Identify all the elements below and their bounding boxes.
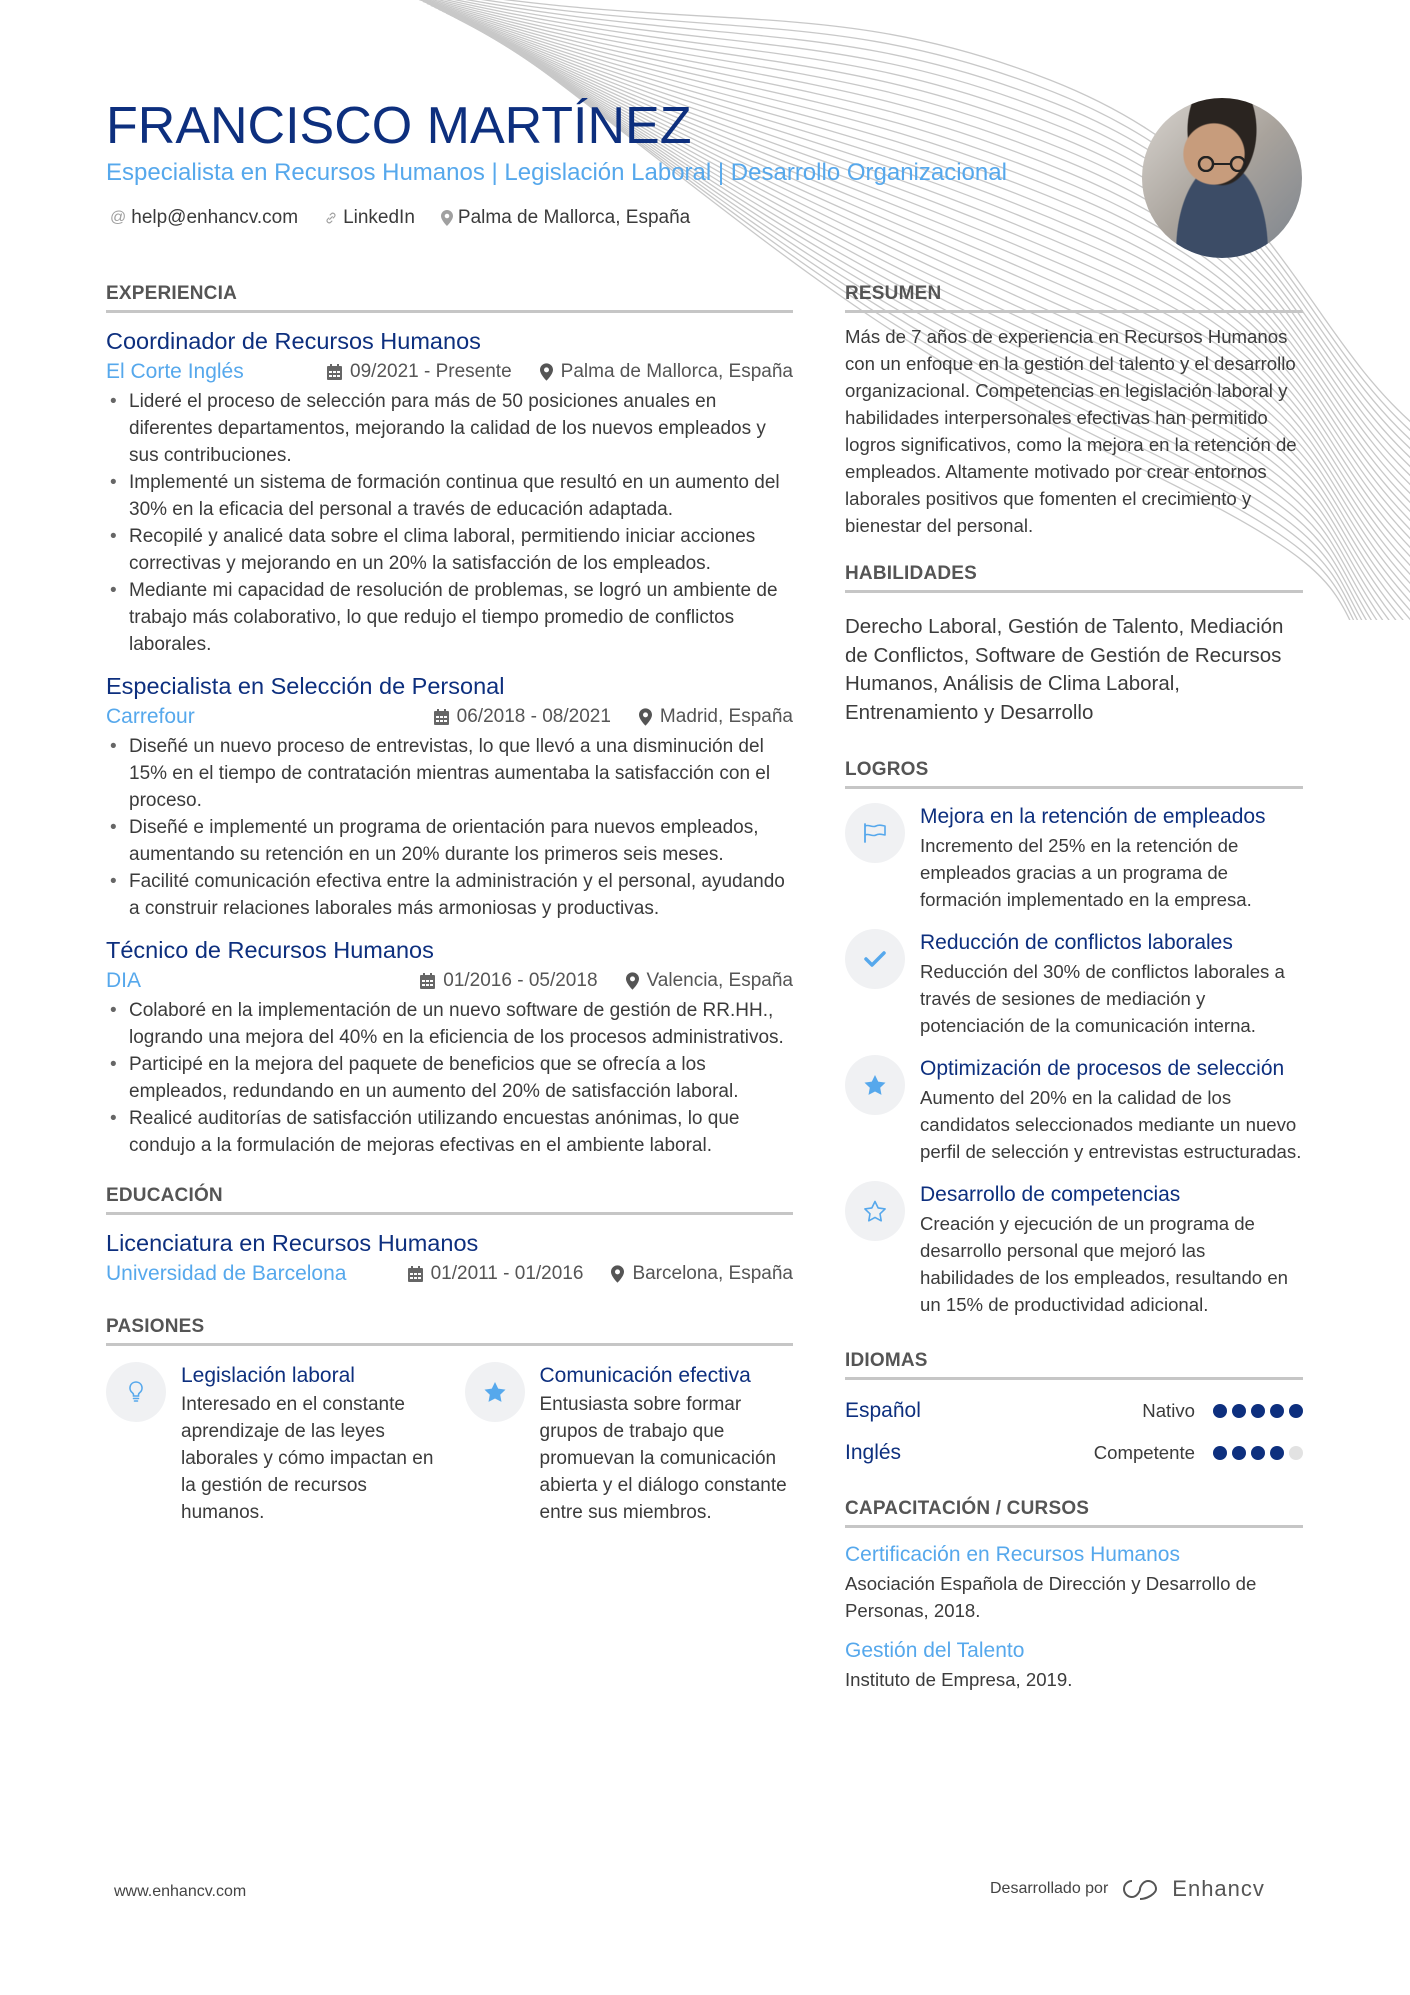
achievement-title: Reducción de conflictos laborales [920,931,1233,954]
bullet-item: • Participé en la mejora del paquete de beneficios que se ofrecía a los empleados, redundando en un aumento del 20% de satisfacción laboral. [106,1051,793,1105]
job-entry [106,325,793,658]
dot-filled-icon [1251,1446,1265,1460]
company-name: DIA [106,969,142,992]
language-name: Español [845,1399,921,1422]
checkmark-icon [845,929,905,989]
location-text: Palma de Mallorca, España [457,207,691,228]
dot-filled-icon [1232,1404,1246,1418]
job-bullets [106,997,793,1159]
language-name: Inglés [845,1441,902,1464]
company-name: El Corte Inglés [106,360,244,383]
job-dates [420,967,597,995]
linkedin-text: LinkedIn [343,207,415,228]
dot-filled-icon [1251,1404,1265,1418]
achievements-section [845,757,1303,1318]
powered-by-label: Desarrollado por [990,1880,1109,1897]
at-icon: @ [110,209,127,226]
job-meta [106,358,793,386]
course-description: Instituto de Empresa, 2019. [845,1669,1073,1690]
left-column [106,281,793,1540]
footer-website[interactable]: www.enhancv.com [114,1883,247,1900]
achievement-title: Desarrollo de competencias [920,1183,1181,1206]
language-item [845,1390,1303,1432]
job-title: Coordinador de Recursos Humanos [106,328,481,354]
lightbulb-icon [106,1362,166,1422]
right-column [845,281,1303,1693]
location-text: Palma de Mallorca, España [560,361,793,382]
section-title-achievements: LOGROS [845,757,1303,789]
section-title-experience: EXPERIENCIA [106,281,793,313]
education-entry [106,1227,793,1288]
achievement-description: Incremento del 25% en la retención de empleados gracias a un programa de formación implementado en la empresa. [920,835,1252,910]
experience-section [106,281,793,1159]
job-bullets [106,388,793,658]
languages-section [845,1348,1303,1474]
email-text: help@enhancv.com [131,207,299,228]
course-item [845,1540,1303,1624]
achievement-item [845,1055,1303,1165]
education-location [611,1260,793,1288]
summary-section [845,281,1303,539]
candidate-headline: Especialista en Recursos Humanos | Legislación Laboral | Desarrollo Organizacional [106,159,1007,186]
calendar-icon [327,364,342,380]
passions-section [106,1314,793,1526]
company-name: Carrefour [106,705,195,728]
dot-filled-icon [1213,1404,1227,1418]
course-title: Gestión del Talento [845,1639,1025,1662]
job-location [626,967,793,995]
candidate-name: FRANCISCO MARTÍNEZ [106,97,692,155]
proficiency-dots [1213,1404,1303,1418]
section-title-courses: CAPACITACIÓN / CURSOS [845,1496,1303,1528]
brand-name: Enhancv [1172,1876,1265,1901]
passion-item [465,1362,794,1526]
course-title: Certificación en Recursos Humanos [845,1543,1180,1566]
bullet-item: • Implementé un sistema de formación continua que resultó en un aumento del 30% en la eficacia del personal a través de educación adaptada. [106,469,793,523]
location-text: Valencia, España [646,970,793,991]
language-level: Nativo [1142,1400,1195,1421]
achievement-description: Reducción del 30% de conflictos laborales a través de sesiones de mediación y potenciación de la comunicación interna. [920,961,1285,1036]
achievement-item [845,929,1303,1039]
enhancv-logo-icon [1118,1877,1162,1901]
dates-text: 01/2011 - 01/2016 [430,1263,584,1284]
dates-text: 06/2018 - 08/2021 [456,706,611,727]
job-meta [106,967,793,995]
job-dates [434,703,611,731]
bullet-item: • Facilité comunicación efectiva entre la administración y el personal, ayudando a construir relaciones laborales más armoniosas y productivas. [106,868,793,922]
achievement-title: Optimización de procesos de selección [920,1057,1285,1080]
job-location [540,358,793,386]
language-level: Competente [1093,1442,1195,1463]
course-item [845,1636,1303,1693]
course-description: Asociación Española de Dirección y Desarrollo de Personas, 2018. [845,1573,1257,1621]
dot-filled-icon [1270,1404,1284,1418]
section-title-summary: RESUMEN [845,281,1303,313]
contact-location [441,205,690,231]
achievement-description: Creación y ejecución de un programa de desarrollo personal que mejoró las habilidades de los empleados, resultando en un 15% de productividad adicional. [920,1213,1288,1315]
job-location [639,703,793,731]
star-icon [465,1362,525,1422]
bullet-item: • Diseñé e implementé un programa de orientación para nuevos empleados, aumentando su retención en un 20% durante los primeros seis meses. [106,814,793,868]
job-meta [106,703,793,731]
school-name: Universidad de Barcelona [106,1262,347,1285]
location-text: Barcelona, España [632,1263,793,1284]
profile-photo [1142,98,1302,258]
calendar-icon [420,973,435,989]
dates-text: 09/2021 - Presente [350,361,512,382]
achievement-description: Aumento del 20% en la calidad de los candidatos seleccionados mediante un nuevo perfil de selección y entrevistas estructuradas. [920,1087,1302,1162]
bullet-item: • Diseñé un nuevo proceso de entrevistas, lo que llevó a una disminución del 15% en el tiempo de contratación mientras aumentaba la satisfacción con el proceso. [106,733,793,814]
dates-text: 01/2016 - 05/2018 [443,970,598,991]
section-title-languages: IDIOMAS [845,1348,1303,1380]
achievement-item [845,803,1303,913]
passion-description: Entusiasta sobre formar grupos de trabajo que promuevan la comunicación abierta y el diálogo constante entre sus miembros. [539,1394,787,1523]
section-title-passions: PASIONES [106,1314,793,1346]
passion-item [106,1362,435,1526]
job-title: Técnico de Recursos Humanos [106,937,434,963]
dot-empty-icon [1289,1446,1303,1460]
job-entry [106,934,793,1159]
dot-filled-icon [1213,1446,1227,1460]
bullet-item: • Lideré el proceso de selección para más de 50 posiciones anuales en diferentes departamentos, mejorando la calidad de los nuevos empleados y sus contribuciones. [106,388,793,469]
degree-title: Licenciatura en Recursos Humanos [106,1230,479,1256]
bullet-item: • Recopilé y analicé data sobre el clima laboral, permitiendo iniciar acciones correctivas y mejorando en un 20% la satisfacción de los empleados. [106,523,793,577]
summary-text: Más de 7 años de experiencia en Recursos Humanos con un enfoque en la gestión del talento y el desarrollo organizacional. Competencias en legislación laboral y habilidades interpersonales efectivas han permitido logros significativos, como la mejora en la retención de empleados. Altamente motivado por crear entornos laborales positivos que fomenten el crecimiento y bienestar del personal. [845,326,1297,536]
location-pin-icon [611,1265,624,1283]
job-title: Especialista en Selección de Personal [106,673,505,699]
education-meta [106,1260,793,1288]
education-dates [408,1260,584,1288]
education-section [106,1183,793,1288]
job-bullets [106,733,793,922]
achievement-title: Mejora en la retención de empleados [920,805,1266,828]
passion-title: Legislación laboral [181,1364,355,1387]
flag-icon [845,803,905,863]
star-outline-icon [845,1181,905,1241]
bullet-item: • Colaboré en la implementación de un nuevo software de gestión de RR.HH., logrando una mejora del 40% en la eficiencia de los procesos administrativos. [106,997,793,1051]
skills-text: Derecho Laboral, Gestión de Talento, Mediación de Conflictos, Software de Gestión de Recursos Humanos, Análisis de Clima Laboral, Entrenamiento y Desarrollo [845,615,1284,724]
section-title-education: EDUCACIÓN [106,1183,793,1215]
location-pin-icon [639,708,652,726]
location-pin-icon [540,363,553,381]
skills-section [845,561,1303,727]
passion-title: Comunicación efectiva [539,1364,751,1387]
glasses-detail [1190,156,1254,172]
contact-email[interactable] [110,205,298,231]
bullet-item: • Realicé auditorías de satisfacción utilizando encuestas anónimas, lo que condujo a la formulación de mejoras efectivas en el ambiente laboral. [106,1105,793,1159]
proficiency-dots [1213,1446,1303,1460]
dot-filled-icon [1232,1446,1246,1460]
contact-linkedin[interactable] [324,205,415,231]
calendar-icon [408,1266,423,1282]
contact-info [110,205,690,231]
footer-branding [990,1876,1265,1902]
bullet-item: • Mediante mi capacidad de resolución de problemas, se logró un ambiente de trabajo más colaborativo, lo que redujo el tiempo promedio de conflictos laborales. [106,577,793,658]
calendar-icon [434,709,449,725]
link-icon [324,211,338,225]
achievement-item [845,1181,1303,1318]
section-title-skills: HABILIDADES [845,561,1303,593]
location-pin-icon [626,972,639,990]
star-filled-icon [845,1055,905,1115]
location-pin-icon [441,210,453,226]
passion-description: Interesado en el constante aprendizaje de las leyes laborales y cómo impactan en la gestión de recursos humanos. [181,1394,434,1523]
dot-filled-icon [1289,1404,1303,1418]
job-dates [327,358,512,386]
dot-filled-icon [1270,1446,1284,1460]
location-text: Madrid, España [659,706,793,727]
job-entry [106,670,793,922]
courses-section [845,1496,1303,1693]
language-item [845,1432,1303,1474]
